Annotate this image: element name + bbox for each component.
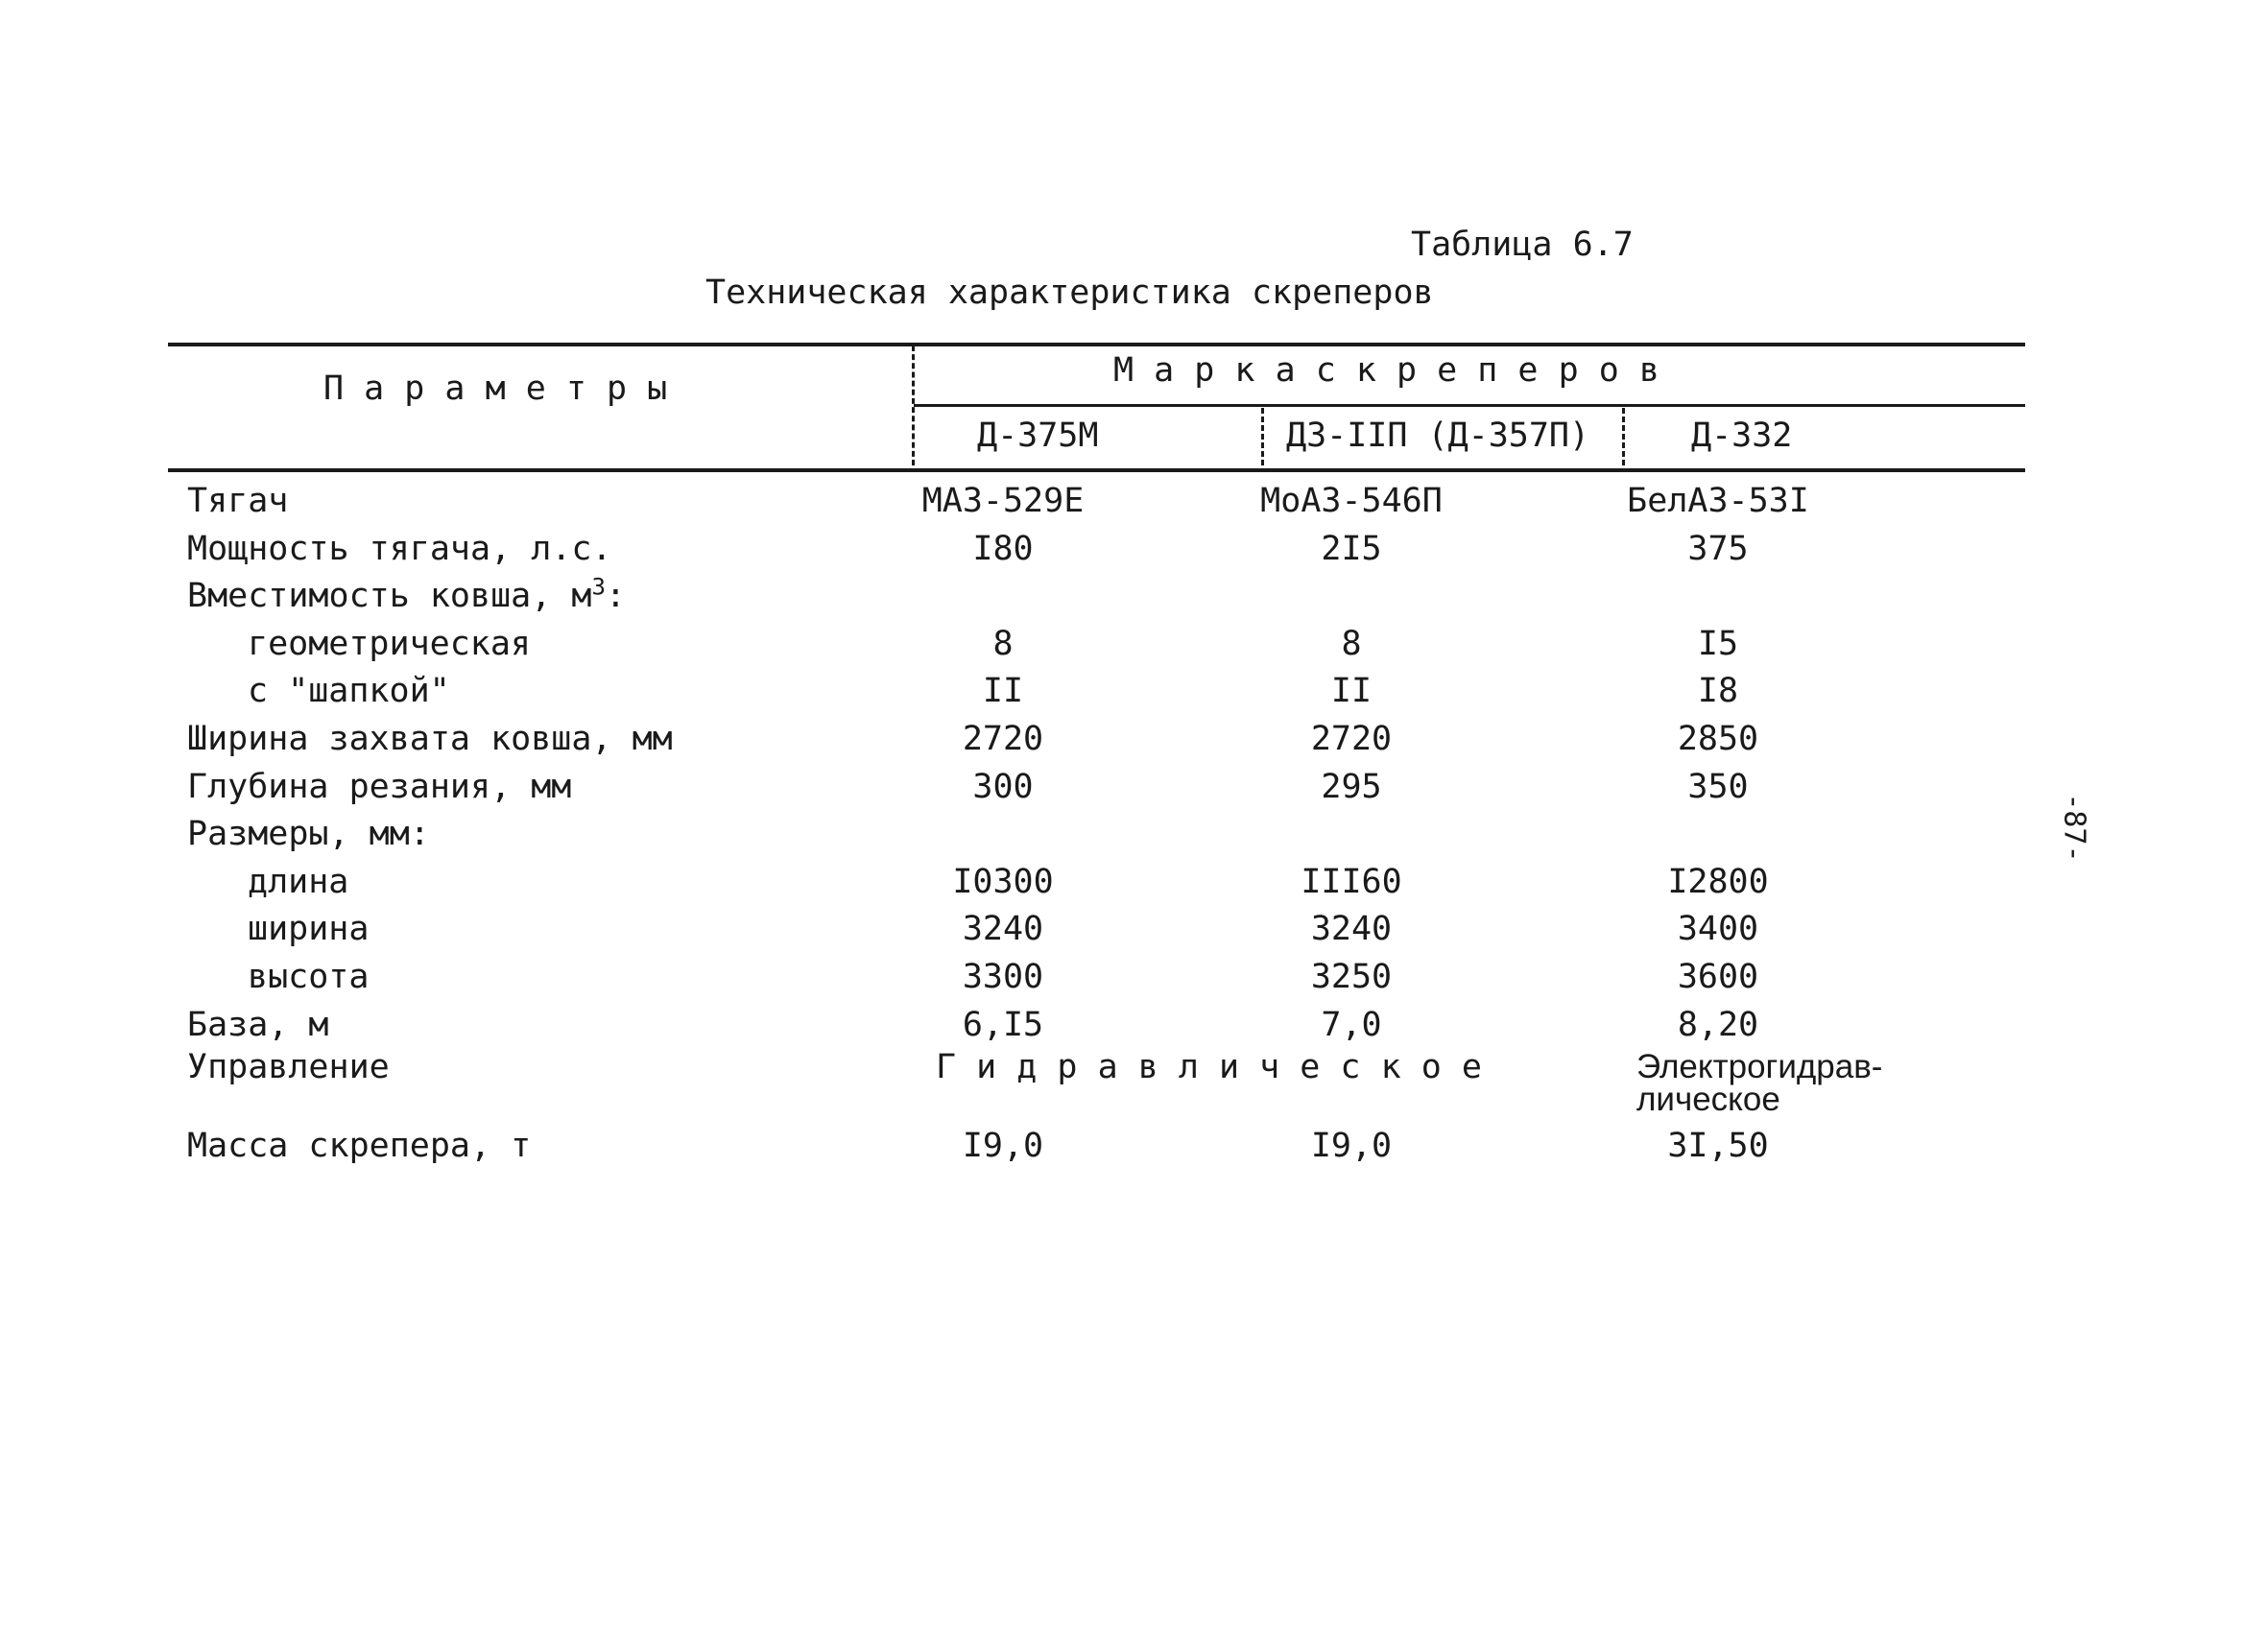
control-third-line1: Электрогидрав-: [1636, 1048, 1883, 1085]
cell-value: МоАЗ-546П: [1260, 482, 1443, 520]
cell-value: 3600: [1677, 958, 1759, 996]
cell-value: III60: [1301, 863, 1402, 901]
header-parameters: П а р а м е т р ы: [323, 369, 668, 408]
cell-value: 8,20: [1677, 1006, 1759, 1044]
row-label-text: Мощность тягача, л.с.: [187, 530, 612, 568]
cell-value: I8: [1697, 672, 1739, 710]
column-divider-params: [912, 345, 915, 465]
cell-value: I80: [972, 530, 1034, 568]
cell-value: МАЗ-529Е: [921, 482, 1085, 520]
row-label-mass: Масса скрепера, т: [187, 1127, 532, 1165]
row-label: [187, 573, 626, 615]
row-label-text: ширина: [248, 910, 370, 948]
cell-value: 295: [1321, 768, 1382, 806]
column-divider-model-3: [1622, 408, 1625, 465]
cell-value: 3400: [1677, 910, 1759, 948]
table-label: Таблица 6.7: [1411, 226, 1634, 264]
page-number: -87-: [2057, 793, 2091, 863]
header-bottom-rule: [168, 468, 2025, 472]
superscript: 3: [591, 573, 606, 601]
row-label: [248, 863, 348, 901]
cell-value: 300: [972, 768, 1034, 806]
mass-value-3: 3I,50: [1667, 1127, 1769, 1165]
header-mid-rule: [914, 404, 2025, 407]
cell-value: 3300: [962, 958, 1044, 996]
header-brand-group: М а р к а с к р е п е р о в: [1113, 351, 1659, 390]
cell-value: I0300: [952, 863, 1054, 901]
table-top-rule: [168, 343, 2025, 346]
row-label: [187, 1006, 329, 1044]
cell-value: 350: [1687, 768, 1749, 806]
row-label-text: геометрическая: [248, 625, 532, 663]
row-label-text: Тягач: [187, 482, 289, 520]
row-label-text: Ширина захвата ковша, мм: [187, 720, 673, 758]
cell-value: 6,I5: [962, 1006, 1044, 1044]
header-model-3: Д-332: [1691, 417, 1793, 455]
cell-value: 2I5: [1321, 530, 1382, 568]
label-suffix: :: [605, 577, 626, 615]
cell-value: II: [982, 672, 1024, 710]
header-model-1: Д-375М: [977, 417, 1099, 455]
column-divider-model-2: [1261, 408, 1264, 465]
cell-value: 7,0: [1321, 1006, 1382, 1044]
row-label-control: Управление: [187, 1048, 390, 1086]
cell-value: 8: [1341, 625, 1362, 663]
row-label: [187, 482, 288, 520]
header-model-2: ДЗ-IIП (Д-357П): [1286, 417, 1590, 455]
row-label: [187, 815, 430, 853]
control-third-line2: лическое: [1636, 1081, 1780, 1118]
cell-value: 2850: [1677, 720, 1759, 758]
cell-value: 2720: [1310, 720, 1393, 758]
row-label: [187, 768, 571, 806]
row-label: [187, 720, 673, 758]
row-label: [248, 958, 369, 996]
table-caption: Техническая характеристика скреперов: [705, 274, 1434, 312]
cell-value: II: [1330, 672, 1373, 710]
row-label-text: длина: [248, 863, 349, 901]
row-label-text: Вместимость ковша, м: [187, 577, 592, 615]
row-label-text: с "шапкой": [248, 672, 450, 710]
cell-value: I2800: [1667, 863, 1769, 901]
cell-value: БелАЗ-53I: [1627, 482, 1809, 520]
cell-value: 2720: [962, 720, 1044, 758]
row-label-text: Глубина резания, мм: [187, 768, 572, 806]
row-label-text: Размеры, мм:: [187, 815, 430, 853]
cell-value: 3240: [1310, 910, 1393, 948]
row-label-text: База, м: [187, 1006, 329, 1044]
cell-value: 8: [992, 625, 1014, 663]
mass-value-2: I9,0: [1310, 1127, 1393, 1165]
row-label: [248, 625, 531, 663]
cell-value: 375: [1687, 530, 1749, 568]
cell-value: I5: [1697, 625, 1739, 663]
row-label: [187, 530, 612, 568]
control-merged-value: Г и д р а в л и ч е с к о е: [936, 1048, 1482, 1086]
row-label: [248, 910, 369, 948]
cell-value: 3240: [962, 910, 1044, 948]
cell-value: 3250: [1310, 958, 1393, 996]
row-label-text: высота: [248, 958, 370, 996]
row-label: [248, 672, 450, 710]
mass-value-1: I9,0: [962, 1127, 1044, 1165]
